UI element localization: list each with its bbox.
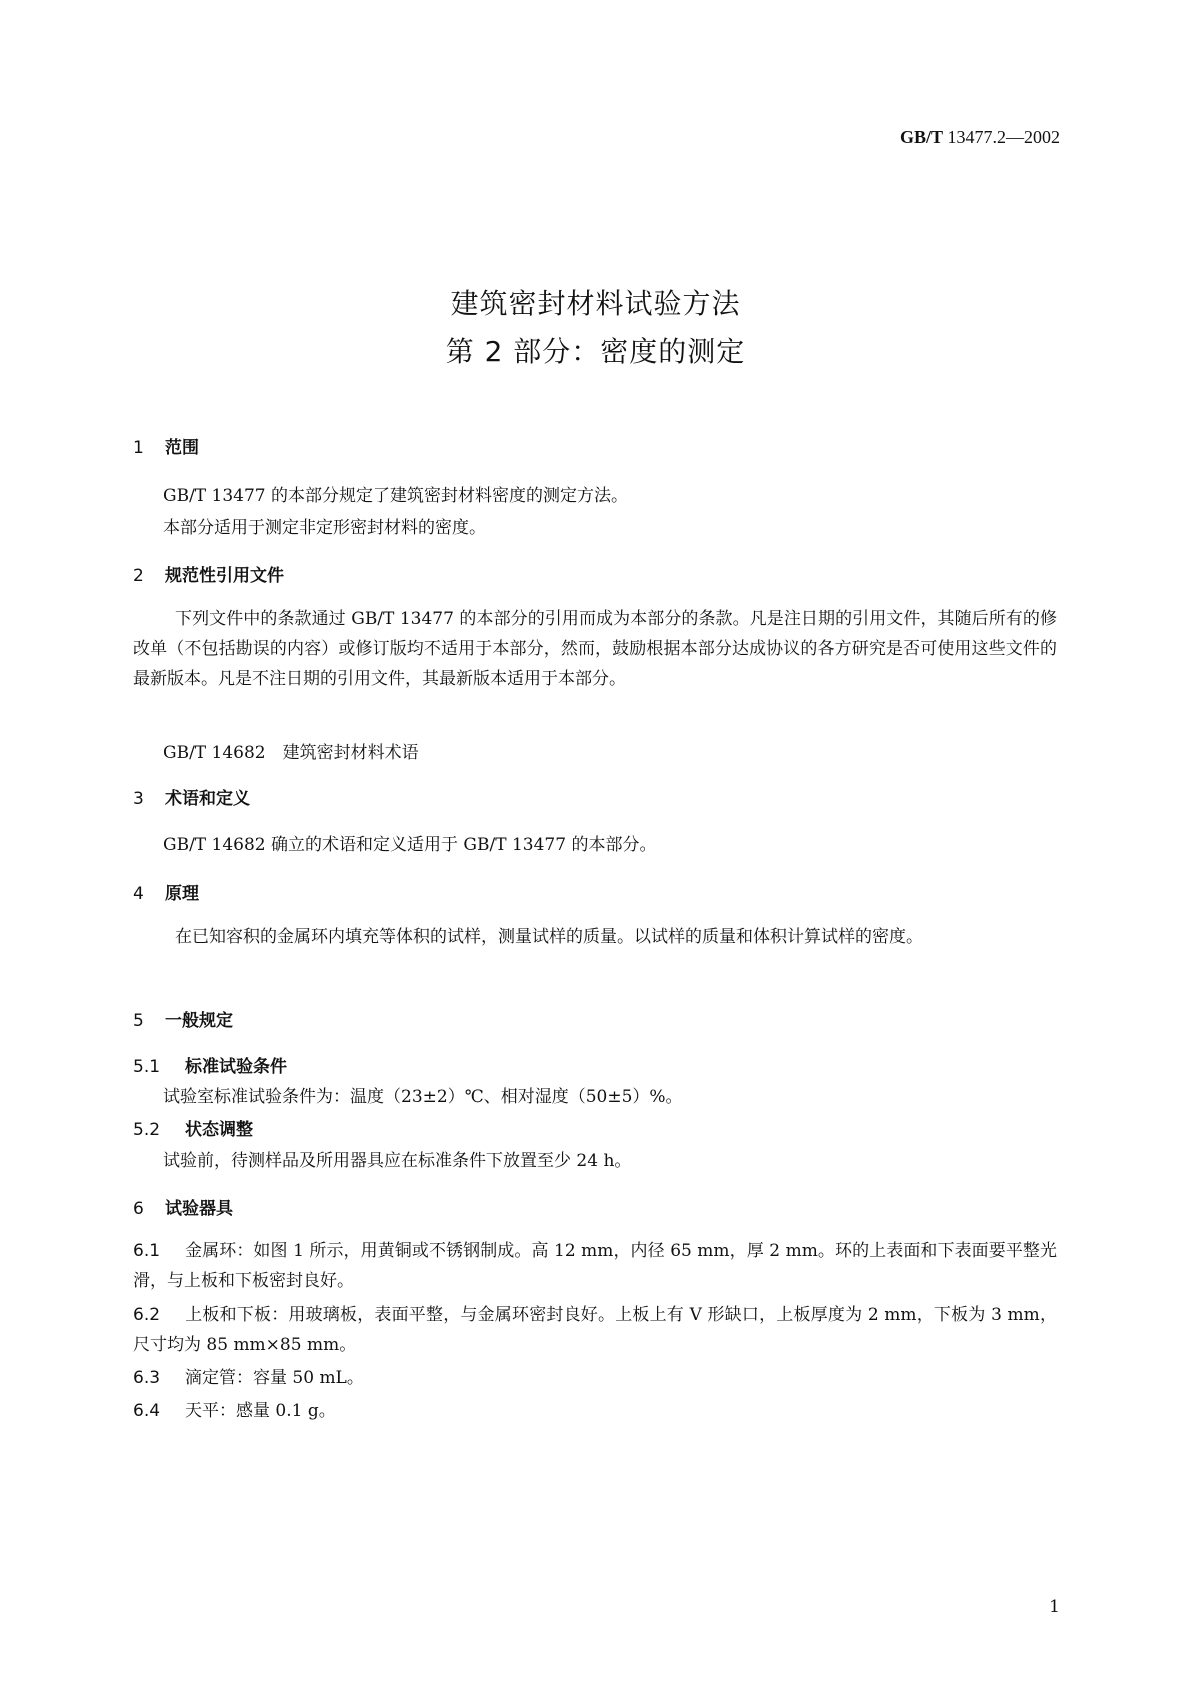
section-3-paragraph: GB/T 14682 确立的术语和定义适用于 GB/T 13477 的本部分。 (163, 835, 657, 855)
document-subtitle: 第 2 部分：密度的测定 (445, 335, 746, 368)
section-5-1-text: 试验室标准试验条件为：温度（23±2）℃、相对湿度（50±5）%。 (163, 1087, 683, 1107)
section-1-paragraph-1: GB/T 13477 的本部分规定了建筑密封材料密度的测定方法。 (163, 486, 629, 506)
section-5-2-heading: 5.2 状态调整 (133, 1120, 253, 1140)
section-6-heading: 6 试验器具 (133, 1199, 233, 1219)
normative-reference: GB/T 14682 建筑密封材料术语 (163, 743, 419, 763)
section-2-heading: 2 规范性引用文件 (133, 566, 284, 586)
document-title: 建筑密封材料试验方法 (450, 287, 741, 320)
section-2-paragraph: 下列文件中的条款通过 GB/T 13477 的本部分的引用而成为本部分的条款。凡是注日期的引用文件，其随后所有的修改单（不包括勘误的内容）或修订版均不适用于本部分，然而，鼓励根据本部分达成协议的各方研究是否可使用这些文件的最新版本。凡是不注日期的引用文件，其最新版本适用于本部分。 (133, 609, 1057, 689)
page-number: 1 (1049, 1597, 1060, 1617)
section-5-2-text: 试验前，待测样品及所用器具应在标准条件下放置至少 24 h。 (163, 1151, 632, 1171)
standard-number: GB/T 13477.2—2002 (899, 127, 1060, 147)
item-6-2: 6.2 上板和下板：用玻璃板，表面平整，与金属环密封良好。上板上有 V 形缺口，上板厚度为 2 mm，下板为 3 mm，尺寸均为 85 mm×85 mm。 (133, 1305, 1057, 1355)
section-5-1-heading: 5.1 标准试验条件 (133, 1057, 287, 1077)
section-1-paragraph-2: 本部分适用于测定非定形密封材料的密度。 (163, 518, 486, 538)
item-6-1: 6.1 金属环：如图 1 所示，用黄铜或不锈钢制成。高 12 mm，内径 65 mm，厚 2 mm。环的上表面和下表面要平整光滑，与上板和下板密封良好。 (133, 1241, 1057, 1291)
section-4-heading: 4 原理 (133, 884, 199, 904)
section-1-heading: 1 范围 (133, 438, 199, 458)
section-5-heading: 5 一般规定 (133, 1011, 233, 1031)
section-4-paragraph: 在已知容积的金属环内填充等体积的试样，测量试样的质量。以试样的质量和体积计算试样的密度。 (175, 927, 923, 947)
item-6-3: 6.3 滴定管：容量 50 mL。 (133, 1368, 364, 1388)
item-6-4: 6.4 天平：感量 0.1 g。 (133, 1401, 336, 1421)
section-3-heading: 3 术语和定义 (133, 789, 250, 809)
